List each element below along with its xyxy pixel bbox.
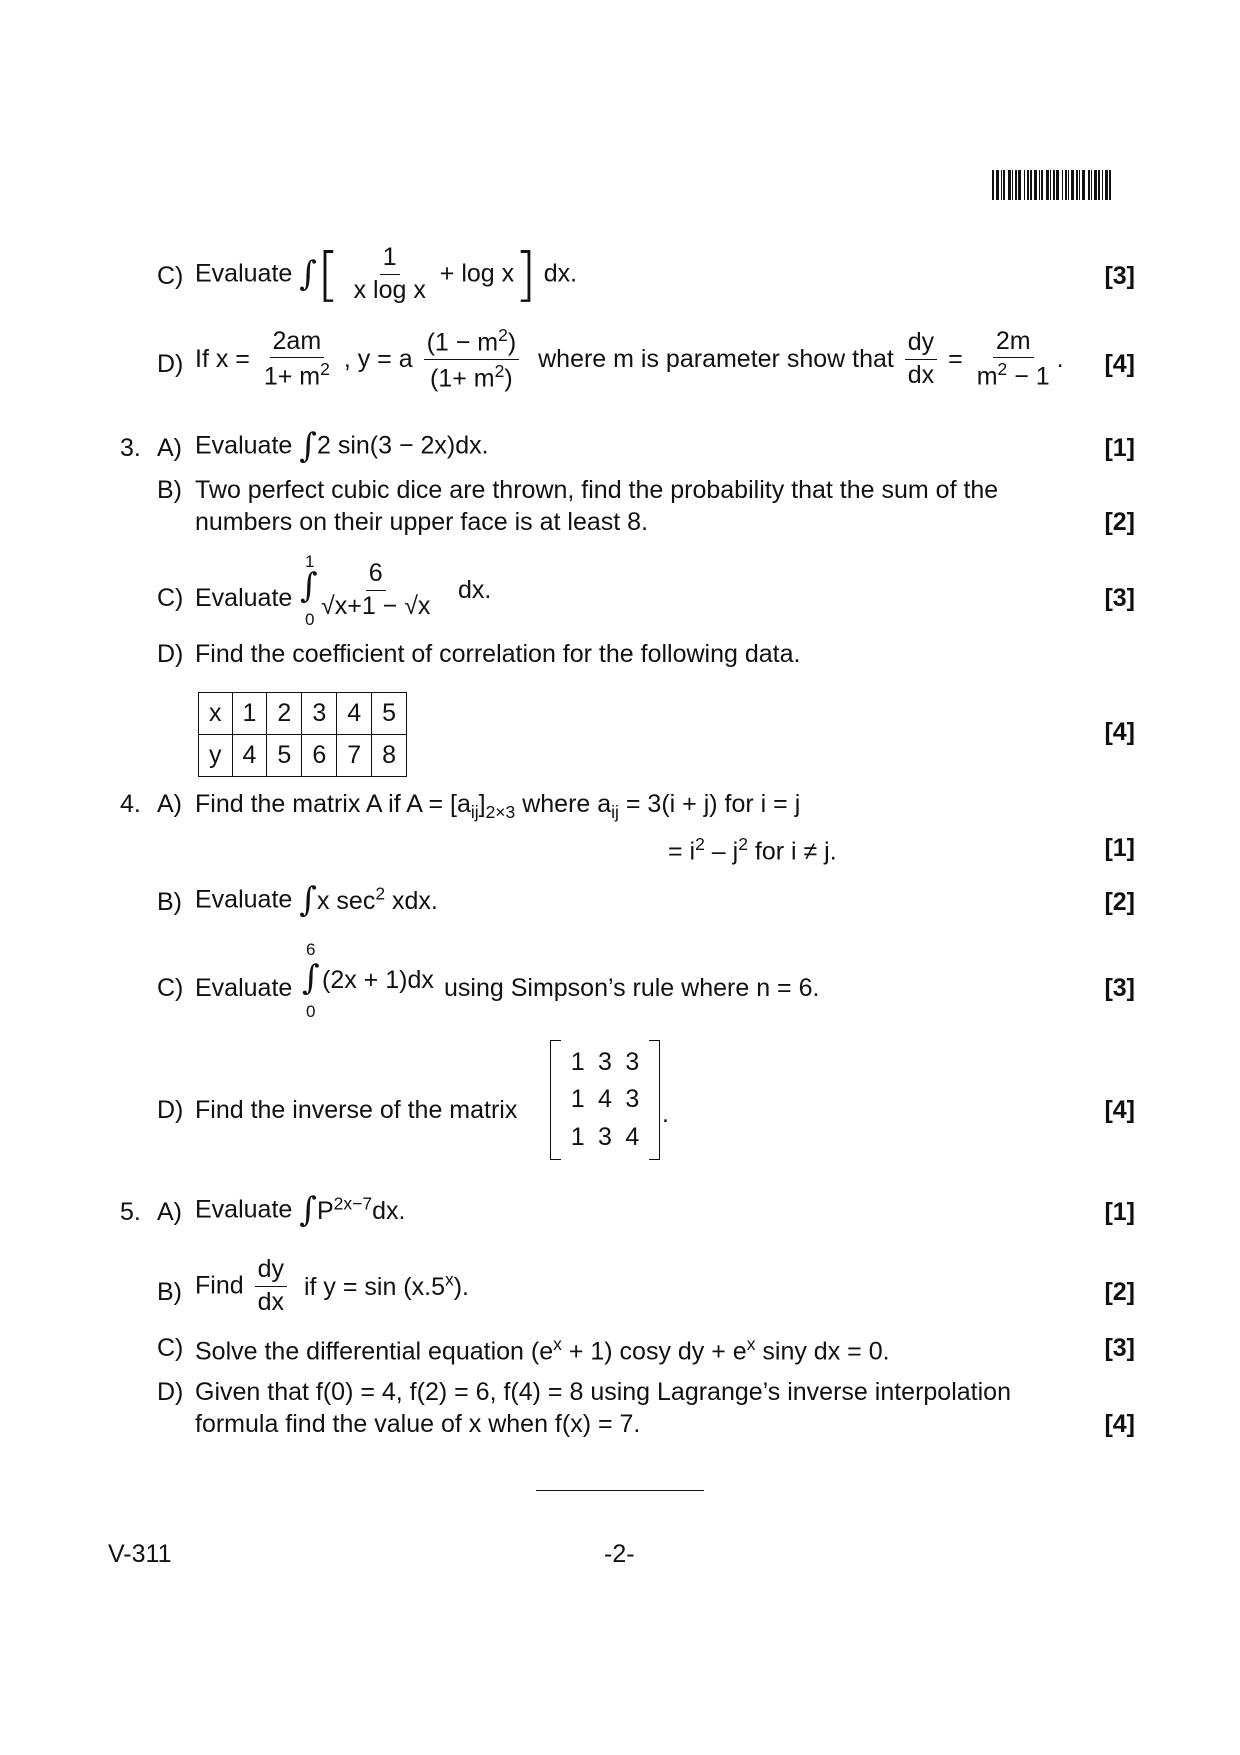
den-text: m xyxy=(976,362,998,391)
prompt: Evaluate xyxy=(195,584,293,612)
suffix: dx. xyxy=(372,1197,406,1226)
lower-limit: 0 xyxy=(306,1002,316,1021)
numerator: 1 xyxy=(380,244,400,275)
prompt: Find xyxy=(195,1271,244,1300)
question-text xyxy=(195,426,489,466)
table-cell: 7 xyxy=(337,735,372,777)
exp: x xyxy=(553,1334,562,1354)
question-number: 5. xyxy=(120,1198,141,1226)
fraction-y xyxy=(424,326,520,393)
denominator xyxy=(261,358,333,391)
marks: [2] xyxy=(1104,1278,1135,1306)
table-row-x xyxy=(199,693,407,735)
matrix-cell: 1 xyxy=(570,1122,585,1151)
matrix-cell: 1 xyxy=(570,1048,585,1077)
marks: [2] xyxy=(1104,888,1135,916)
denominator xyxy=(974,358,1053,391)
expression: 2 sin(3 − 2x)dx. xyxy=(316,431,489,460)
question-text xyxy=(195,240,577,308)
marks: [2] xyxy=(1104,508,1135,536)
line-1: Two perfect cubic dice are thrown, find the probability that the sum of the xyxy=(195,476,999,504)
numerator: 2am xyxy=(270,328,325,359)
numerator: dy xyxy=(905,329,937,360)
table-cell: x xyxy=(199,693,233,735)
exp: 2 xyxy=(320,359,330,380)
barcode-graphic xyxy=(992,170,1132,200)
marks: [1] xyxy=(1104,434,1135,462)
matrix-grid xyxy=(564,1044,646,1156)
line-1 xyxy=(195,790,800,823)
text: siny dx = 0. xyxy=(755,1337,890,1366)
exp: 2 xyxy=(695,834,705,854)
part-label: C) xyxy=(157,262,184,290)
den-text: (1+ m xyxy=(430,364,495,393)
matrix xyxy=(550,1040,660,1160)
den-text: 1+ m xyxy=(263,362,321,391)
part-label: C) xyxy=(157,974,184,1002)
period: . xyxy=(1056,344,1064,373)
fraction-body xyxy=(318,560,433,620)
part-label: A) xyxy=(157,1198,182,1226)
marks: [3] xyxy=(1104,974,1135,1002)
table-cell: 5 xyxy=(372,693,407,735)
exp: 2 xyxy=(498,325,508,345)
question-text: Find the inverse of the matrix xyxy=(195,1096,518,1124)
equals: = xyxy=(948,344,963,373)
matrix-cell: 4 xyxy=(625,1122,640,1151)
fraction-result xyxy=(974,328,1053,391)
part-label: B) xyxy=(157,888,182,916)
prompt: Evaluate xyxy=(195,1195,293,1224)
lower-limit: 0 xyxy=(305,610,315,629)
denominator: dx xyxy=(907,360,935,389)
text: x sec xyxy=(316,887,376,916)
suffix: dx. xyxy=(458,576,492,604)
exp: x xyxy=(746,1334,756,1354)
part-label: B) xyxy=(157,476,182,504)
line-2: numbers on their upper face is at least 8. xyxy=(195,508,649,536)
numerator xyxy=(424,326,520,360)
question-text xyxy=(195,1256,469,1316)
part-label: C) xyxy=(157,1334,184,1362)
line-2 xyxy=(668,834,837,866)
marks: [4] xyxy=(1104,1410,1135,1438)
table-row-y xyxy=(199,735,407,777)
den-tail: − 1 xyxy=(1007,362,1050,391)
part-label: A) xyxy=(157,790,182,818)
suffix: dx. xyxy=(543,259,578,288)
period: . xyxy=(662,1100,669,1128)
marks: [4] xyxy=(1104,1096,1135,1124)
numerator: 2m xyxy=(993,328,1034,359)
paren: ) xyxy=(507,328,517,357)
bracket: ] xyxy=(478,790,486,818)
numerator: dy xyxy=(255,1256,287,1287)
part-label: D) xyxy=(157,640,184,668)
denominator: dx xyxy=(257,1287,284,1316)
part-label: B) xyxy=(157,1278,182,1306)
table-cell: 5 xyxy=(267,735,302,777)
expression: (2x + 1)dx xyxy=(322,966,434,994)
text: – j xyxy=(704,837,739,866)
question-text xyxy=(195,880,438,920)
suffix: using Simpson’s rule where n = 6. xyxy=(444,974,820,1002)
table-cell: 3 xyxy=(302,693,337,735)
marks: [3] xyxy=(1104,262,1135,290)
denominator: x log x xyxy=(353,275,426,304)
line-1: Given that f(0) = 4, f(2) = 6, f(4) = 8 using Lagrange’s inverse interpolation xyxy=(195,1378,1011,1406)
page-number: -2- xyxy=(604,1540,635,1568)
table-cell: 8 xyxy=(372,735,407,777)
integral-sign: ∫ xyxy=(300,566,318,606)
marks: [1] xyxy=(1104,834,1135,862)
part-label: D) xyxy=(157,350,184,378)
upper-limit: 1 xyxy=(305,552,315,571)
y-eq: , y = a xyxy=(343,344,413,373)
marks: [1] xyxy=(1104,1198,1135,1226)
part-label: D) xyxy=(157,1378,184,1406)
left-bracket: [ xyxy=(316,240,340,308)
exp: 2 xyxy=(494,360,505,381)
term: + log x xyxy=(439,259,515,288)
prompt: Evaluate xyxy=(195,431,293,460)
matrix-left-bracket xyxy=(550,1040,561,1160)
exp: 2 xyxy=(375,883,386,904)
text: xdx. xyxy=(385,887,438,916)
where-text: where m is parameter show that xyxy=(538,344,894,373)
marks: [3] xyxy=(1104,1334,1135,1362)
part-label: D) xyxy=(157,1096,184,1124)
text: ). xyxy=(453,1273,469,1302)
exp: 2x−7 xyxy=(333,1193,373,1214)
text: Find the matrix A if A = [a xyxy=(195,790,471,818)
expression xyxy=(316,883,438,916)
line-2: formula find the value of x when f(x) = 7. xyxy=(195,1410,641,1438)
fraction-x xyxy=(261,328,333,391)
table-cell: 2 xyxy=(267,693,302,735)
fraction xyxy=(351,244,429,304)
integral-sign: ∫ xyxy=(299,426,317,466)
question-text xyxy=(195,1334,890,1366)
question-text xyxy=(195,1190,405,1230)
part-label: C) xyxy=(157,584,184,612)
text: = 3(i + j) for i = j xyxy=(618,790,801,818)
integral-sign: ∫ xyxy=(299,254,317,294)
table-cell: 6 xyxy=(302,735,337,777)
integral-sign: ∫ xyxy=(299,880,317,920)
integral-sign: ∫ xyxy=(299,1190,317,1230)
matrix-cell: 3 xyxy=(625,1048,640,1077)
matrix-cell: 4 xyxy=(598,1085,612,1114)
text: + 1) cosy dy + e xyxy=(561,1337,747,1366)
fraction-dydx xyxy=(255,1256,287,1316)
prefix: If x = xyxy=(195,344,250,373)
paper-code: V-311 xyxy=(108,1540,172,1568)
marks: [4] xyxy=(1104,350,1135,378)
denominator xyxy=(427,360,516,393)
exp: x xyxy=(444,1269,454,1290)
marks: [4] xyxy=(1104,718,1135,746)
expression xyxy=(303,1269,469,1302)
matrix-cell: 3 xyxy=(625,1085,640,1114)
question-text xyxy=(195,326,1064,393)
table-cell: 4 xyxy=(337,693,372,735)
prompt: Evaluate xyxy=(195,974,293,1002)
matrix-cell: 3 xyxy=(598,1122,612,1151)
subscript: ij xyxy=(470,802,479,822)
marks: [3] xyxy=(1104,584,1135,612)
prompt: Evaluate xyxy=(195,259,293,288)
exp: 2 xyxy=(738,834,748,854)
question-number: 4. xyxy=(120,790,141,818)
text: if y = sin (x.5 xyxy=(303,1273,445,1302)
num-text: (1 − m xyxy=(426,328,499,357)
question-text: Find the coefficient of correlation for the following data. xyxy=(195,640,801,668)
data-table xyxy=(198,692,407,777)
prompt: Evaluate xyxy=(195,885,293,914)
base: P xyxy=(316,1197,334,1226)
matrix-cell: 3 xyxy=(598,1048,612,1077)
subscript: ij xyxy=(611,802,619,822)
matrix-cell: 1 xyxy=(570,1085,585,1114)
part-label: A) xyxy=(157,434,182,462)
question-number: 3. xyxy=(120,434,141,462)
end-rule xyxy=(536,1490,704,1491)
numerator: 6 xyxy=(366,560,386,591)
denominator: √x+1 − √x xyxy=(321,591,431,620)
text: = i xyxy=(668,837,696,866)
paren: ) xyxy=(504,364,513,393)
table-cell: 4 xyxy=(232,735,267,777)
text: Solve the differential equation (e xyxy=(195,1337,554,1366)
text: where a xyxy=(515,790,612,818)
expression xyxy=(316,1193,406,1226)
fraction-dydx xyxy=(905,329,937,389)
subscript: 2×3 xyxy=(485,802,516,822)
fraction xyxy=(318,560,433,620)
integral-sign: ∫ xyxy=(302,958,320,998)
upper-limit: 6 xyxy=(306,940,316,959)
right-bracket: ] xyxy=(514,240,537,308)
table-cell: 1 xyxy=(232,693,267,735)
matrix-right-bracket xyxy=(649,1040,660,1160)
exp: 2 xyxy=(997,359,1008,380)
table-cell: y xyxy=(199,735,233,777)
text: for i ≠ j. xyxy=(747,837,837,866)
